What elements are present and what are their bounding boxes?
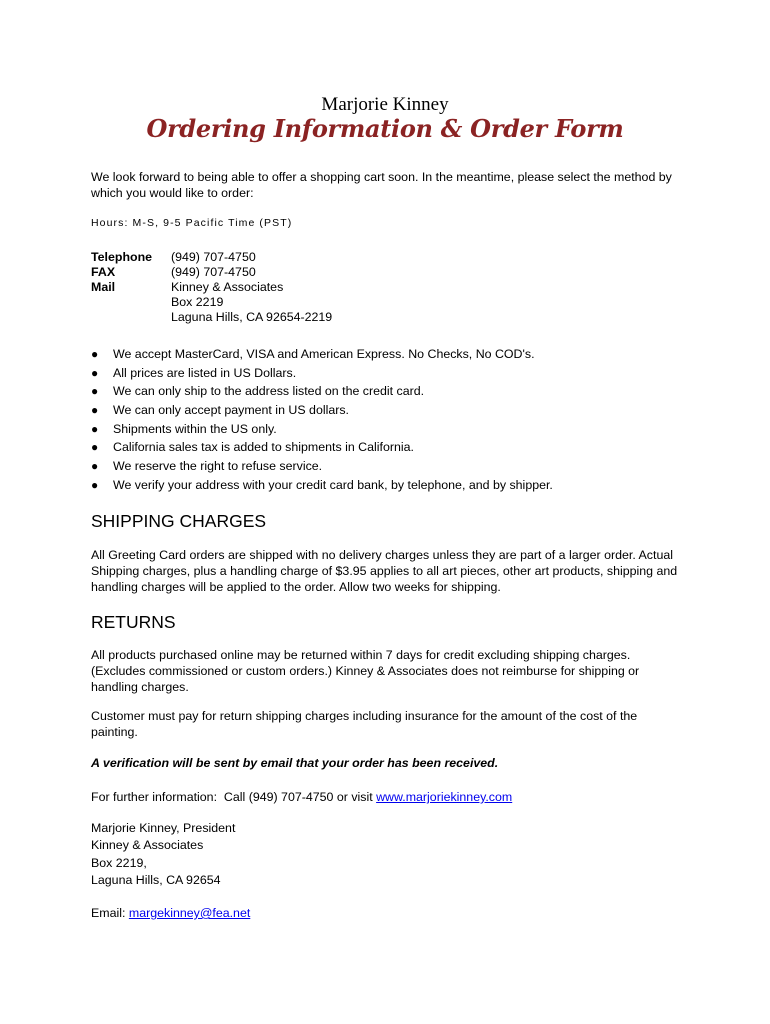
page-title: Ordering Information & Order Form xyxy=(146,114,624,143)
website-link[interactable]: www.marjoriekinney.com xyxy=(376,790,513,804)
bullet-icon: ● xyxy=(91,421,99,436)
shipping-heading: SHIPPING CHARGES xyxy=(91,511,267,531)
signature-line-4: Laguna Hills, CA 92654 xyxy=(91,872,221,887)
signature-line-3: Box 2219, xyxy=(91,855,147,870)
signature-block xyxy=(91,820,235,889)
list-item: ● All prices are listed in US Dollars. xyxy=(91,365,297,380)
bullet-icon: ● xyxy=(91,477,99,492)
mail-label: Mail xyxy=(91,280,116,294)
returns-paragraph: All products purchased online may be returned within 7 days for credit excluding shipping charges. (Excludes commissioned or custom orders.) Kinney & Associates does not reimburse for shipping or handling charges. xyxy=(91,648,640,694)
mail-address-line-1: Kinney & Associates xyxy=(171,280,284,294)
list-item: ● We can only ship to the address listed on the credit card. xyxy=(91,384,425,399)
email-line: Email: margekinney@fea.net xyxy=(91,906,251,920)
list-item: ● Shipments within the US only. xyxy=(91,421,277,436)
list-item: ● We can only accept payment in US dollars. xyxy=(91,403,349,418)
bullet-icon: ● xyxy=(91,459,99,474)
list-item: ● We verify your address with your credit card bank, by telephone, and by shipper. xyxy=(91,477,553,492)
fax-value: (949) 707-4750 xyxy=(171,265,256,279)
mail-address-line-2: Box 2219 xyxy=(171,295,224,309)
mail-address-line-3: Laguna Hills, CA 92654-2219 xyxy=(171,310,333,324)
telephone-label: Telephone xyxy=(91,250,153,264)
bullet-icon: ● xyxy=(91,403,99,418)
bullet-icon: ● xyxy=(91,384,99,399)
bullet-icon: ● xyxy=(91,347,99,361)
telephone-value: (949) 707-4750 xyxy=(171,250,256,264)
verification-notice: A verification will be sent by email that your order has been received. xyxy=(91,756,499,770)
returns-heading: RETURNS xyxy=(91,612,176,632)
return-shipping-paragraph: Customer must pay for return shipping charges including insurance for the amount of the cost of the painting. xyxy=(91,709,638,739)
signature-line-1: Marjorie Kinney, President xyxy=(91,821,236,835)
list-item: ● California sales tax is added to shipments in California. xyxy=(91,440,414,455)
policy-list xyxy=(91,346,691,496)
bullet-icon: ● xyxy=(91,440,99,455)
email-link[interactable]: margekinney@fea.net xyxy=(128,906,251,920)
list-item: ● We reserve the right to refuse service. xyxy=(91,459,323,474)
bullet-icon: ● xyxy=(91,365,99,380)
signature-line-2: Kinney & Associates xyxy=(91,838,204,853)
list-item: ● We accept MasterCard, VISA and American Express. No Checks, No COD's. xyxy=(91,347,535,361)
shipping-paragraph: All Greeting Card orders are shipped with no delivery charges unless they are part of a larger order. Actual Shipping charges, plus a handling charge of $3.95 applies to all art pieces, other art products, shipping and handling charges will be applied to the order. Allow two weeks for shipping. xyxy=(91,548,678,594)
further-info: For further information: Call (949) 707-4750 or visit www.marjoriekinney.com xyxy=(91,790,513,804)
author-name: Marjorie Kinney xyxy=(321,94,449,115)
fax-label: FAX xyxy=(91,265,116,279)
intro-paragraph: We look forward to being able to offer a shopping cart soon. In the meantime, please select the method by which you would like to order: xyxy=(91,170,672,200)
business-hours: Hours: M-S, 9-5 Pacific Time (PST) xyxy=(91,217,293,229)
